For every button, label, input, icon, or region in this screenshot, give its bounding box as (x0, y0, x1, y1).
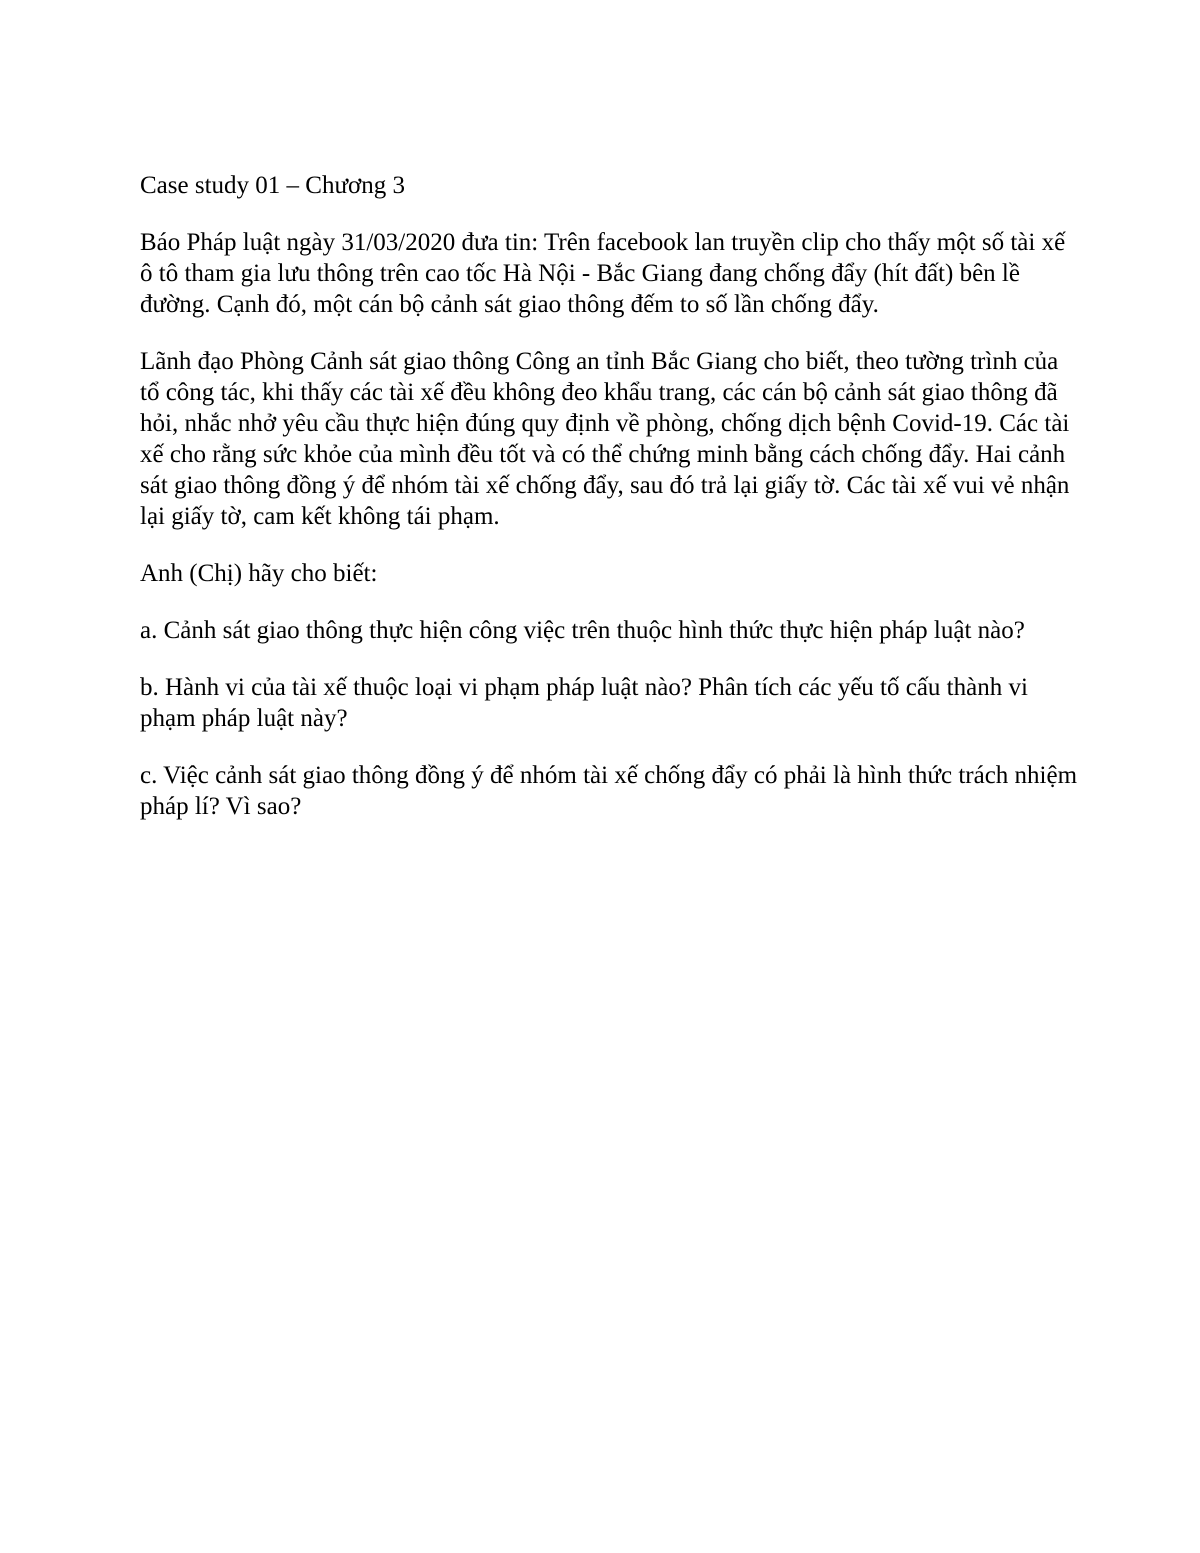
intro-paragraph: Báo Pháp luật ngày 31/03/2020 đưa tin: Trên facebook lan truyền clip cho thấy một số tài xế ô tô tham gia lưu thông trên cao tốc Hà Nội - Bắc Giang đang chống đẩy (hít đất) bên lề đường. Cạnh đó, một cán bộ cảnh sát giao thông đếm to số lần chống đẩy. (140, 229, 1066, 318)
document-title: Case study 01 – Chương 3 (140, 172, 405, 199)
prompt-paragraph: Anh (Chị) hãy cho biết: (140, 560, 378, 587)
question-b: b. Hành vi của tài xế thuộc loại vi phạm pháp luật nào? Phân tích các yếu tố cấu thành vi phạm pháp luật này? (140, 674, 1028, 732)
document-page (140, 170, 1080, 848)
question-c: c. Việc cảnh sát giao thông đồng ý để nhóm tài xế chống đẩy có phải là hình thức trách nhiệm pháp lí? Vì sao? (140, 762, 1078, 820)
details-paragraph: Lãnh đạo Phòng Cảnh sát giao thông Công an tỉnh Bắc Giang cho biết, theo tường trình của tổ công tác, khi thấy các tài xế đều không đeo khẩu trang, các cán bộ cảnh sát giao thông đã hỏi, nhắc nhở yêu cầu thực hiện đúng quy định về phòng, chống dịch bệnh Covid-19. Các tài xế cho rằng sức khỏe của mình đều tốt và có thể chứng minh bằng cách chống đẩy. Hai cảnh sát giao thông đồng ý để nhóm tài xế chống đẩy, sau đó trả lại giấy tờ. Các tài xế vui vẻ nhận lại giấy tờ, cam kết không tái phạm. (140, 348, 1070, 530)
question-a: a. Cảnh sát giao thông thực hiện công việc trên thuộc hình thức thực hiện pháp luật nào? (140, 617, 1025, 644)
